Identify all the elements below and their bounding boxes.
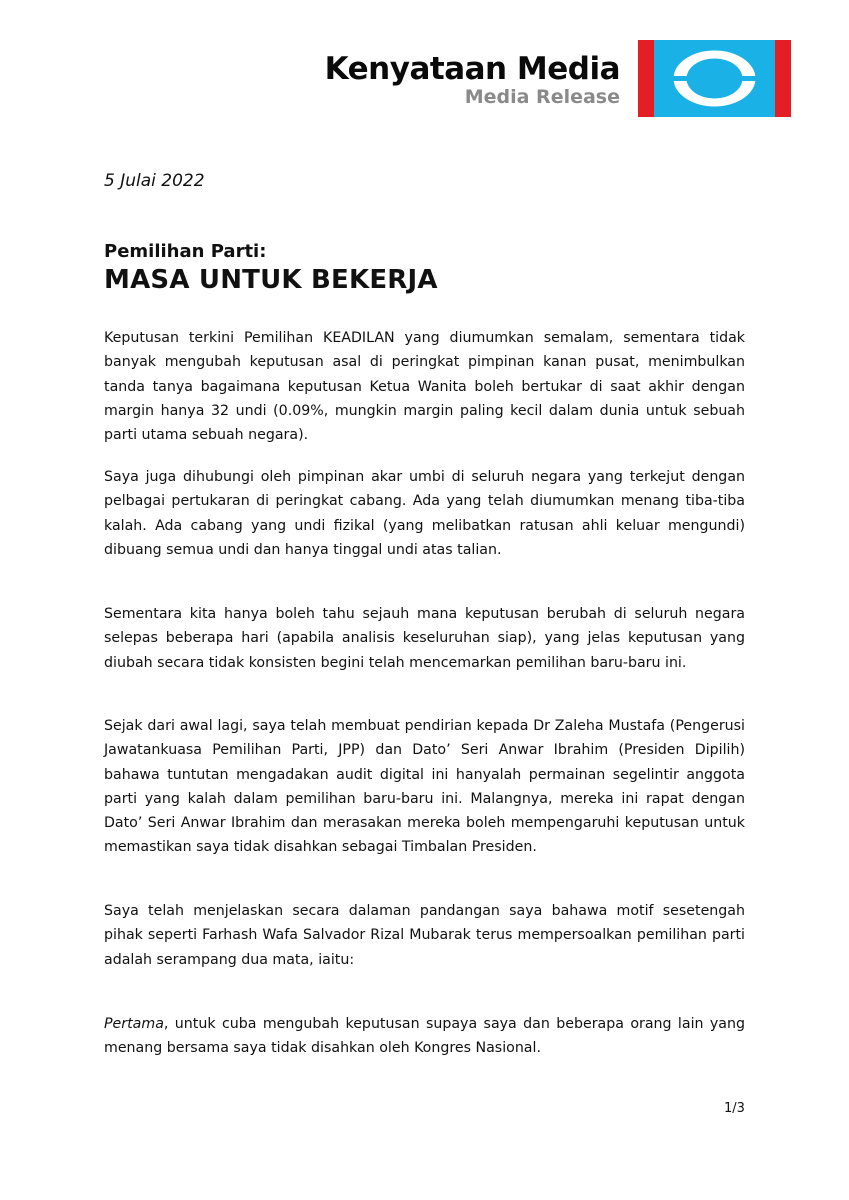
release-date: 5 Julai 2022 [104, 171, 205, 191]
paragraph-3: Sementara kita hanya boleh tahu sejauh mana keputusan berubah di seluruh negara selepas beberapa hari (apabila analisis keseluruhan siap), yang jelas keputusan yang diubah secara tidak konsisten begini telah mencemarkan pemilihan baru-baru ini. [104, 606, 745, 671]
logo-red-left [638, 40, 654, 117]
page-number: 1/3 [724, 1101, 745, 1116]
party-logo [638, 40, 791, 117]
paragraph-6 [104, 1012, 745, 1061]
logo-left-gap [654, 76, 694, 81]
header-subtitle: Media Release [464, 86, 620, 108]
paragraph-5: Saya telah menjelaskan secara dalaman pandangan saya bahawa motif sesetengah pihak seperti Farhash Wafa Salvador Rizal Mubarak terus mempersoalkan pemilihan parti adalah serampang dua mata, iaitu: [104, 903, 745, 968]
paragraph-2: Saya juga dihubungi oleh pimpinan akar umbi di seluruh negara yang terkejut dengan pelbagai pertukaran di peringkat cabang. Ada yang telah diumumkan menang tiba-tiba kalah. Ada cabang yang undi fizikal (yang melibatkan ratusan ahli keluar mengundi) dibuang semua undi dan hanya tinggal undi atas talian. [104, 469, 745, 558]
header-title: Kenyataan Media [324, 51, 620, 87]
logo-blue-eye [687, 59, 743, 99]
kicker: Pemilihan Parti: [104, 241, 267, 262]
paragraph-4: Sejak dari awal lagi, saya telah membuat pendirian kepada Dr Zaleha Mustafa (Pengerusi Jawatankuasa Pemilihan Parti, JPP) dan Dato’ Seri Anwar Ibrahim (Presiden Dipilih) bahawa tuntutan mengadakan audit digital ini hanyalah permainan segelintir anggota parti yang kalah dalam pemilihan baru-baru ini. Malangnya, mereka ini rapat dengan Dato’ Seri Anwar Ibrahim dan merasakan mereka boleh mempengaruhi keputusan untuk memastikan saya tidak disahkan sebagai Timbalan Presiden. [104, 718, 745, 856]
paragraph-6-rest: , untuk cuba mengubah keputusan supaya saya dan beberapa orang lain yang menang bersama saya tidak disahkan oleh Kongres Nasional. [104, 1016, 745, 1057]
logo-red-right [775, 40, 791, 117]
logo-right-gap [735, 76, 775, 81]
headline: MASA UNTUK BEKERJA [104, 265, 438, 295]
paragraph-6-lead: Pertama [104, 1016, 164, 1032]
paragraph-1: Keputusan terkini Pemilihan KEADILAN yang diumumkan semalam, sementara tidak banyak mengubah keputusan asal di peringkat pimpinan kanan pusat, menimbulkan tanda tanya bagaimana keputusan Ketua Wanita boleh bertukar di saat akhir dengan margin hanya 32 undi (0.09%, mungkin margin paling kecil dalam dunia untuk sebuah parti utama sebuah negara). [104, 330, 745, 444]
